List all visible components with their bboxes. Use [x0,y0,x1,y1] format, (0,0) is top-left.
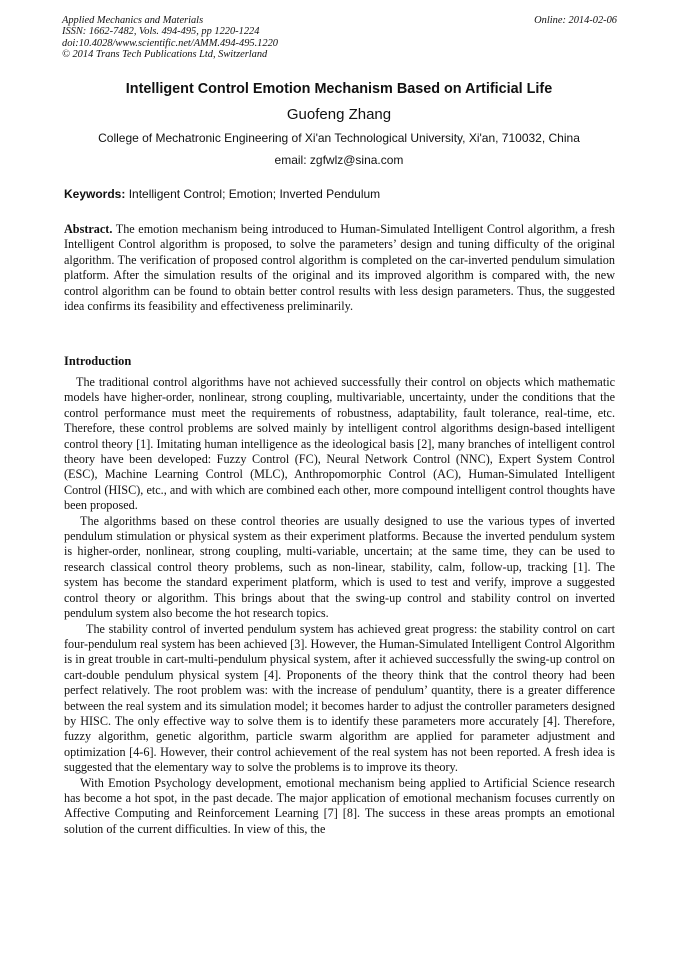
keywords-text: Intelligent Control; Emotion; Inverted Pendulum [128,187,381,201]
intro-paragraph-3: The stability control of inverted pendulum system has achieved great progress: the stability control on cart four-pendulum real system has been achieved [3]. However, the Human-Simulated Intelligent Control Algorithm is in great trouble in cart-multi-pendulum physical system, after it achieved successfully the swing-up control on cart-double pendulum physical system [4]. Proponents of the theory think that the control theory had been perfect relatively. The root problem was: with the increase of pendulum’ quantity, there is a greater difference between the real system and its simulation model; it becomes harder to adjust the controller parameters designed by HISC. The only effective way to solve them is to identify these parameters more accurately [4]. Therefore, fuzzy algorithm, genetic algorithm, particle swarm algorithm are applied for parameter adjustment and optimization [4-6]. However, their control achievement of the real system has not been reported. A fresh idea is suggested that the elementary way to solve the problems is to improve its theory. [64,621,615,775]
online-date: Online: 2014-02-06 [534,15,617,26]
author-email: email: zgfwlz@sina.com [274,153,404,167]
keywords [64,187,624,201]
journal-header [62,15,617,61]
author-affiliation: College of Mechatronic Engineering of Xi'an Technological University, Xi'an, 710032, China [98,131,580,145]
intro-paragraph-4: With Emotion Psychology development, emotional mechanism being applied to Artificial Science research has become a hot spot, in the past decade. The major application of emotional mechanism focuses currently on Affective Computing and Reinforcement Learning [7] [8]. The success in these areas prompts an emotional solution of the current difficulties. In view of this, the [64,775,615,836]
paper-author: Guofeng Zhang [286,106,392,123]
abstract [64,222,615,314]
keywords-label: Keywords: [64,187,126,201]
abstract-text: The emotion mechanism being introduced to Human-Simulated Intelligent Control algorithm, a fresh Intelligent Control algorithm is proposed, to solve the parameters’ design and tuning difficulty of the original algorithm. The verification of proposed control algorithm is completed on the car-inverted pendulum simulation platform. After the simulation results of the original and its improved algorithm is compared with, the new control algorithm can be found to obtain better control results with less design parameters. Thus, the suggested idea confirms its feasibility and effectiveness preliminarily. [64,222,616,314]
introduction-body [64,375,615,837]
journal-copyright: © 2014 Trans Tech Publications Ltd, Switzerland [62,49,268,61]
journal-issn: ISSN: 1662-7482, Vols. 494-495, pp 1220-1224 [62,26,260,38]
journal-doi: doi:10.4028/www.scientific.net/AMM.494-495.1220 [62,37,278,49]
section-heading-introduction: Introduction [64,354,132,368]
journal-name: Applied Mechanics and Materials [62,15,204,26]
intro-paragraph-2: The algorithms based on these control theories are usually designed to use the various types of inverted pendulum stimulation or physical system as their experiment platforms. Because the inverted pendulum system is higher-order, nonlinear, strong coupling, multi-variable, uncertain; at the same time, they can be used to research classical control theory problems, such as non-linear, stability, calm, follow-up, tracking [1]. The system has become the standard experiment platform, which is used to test and verify, improve a suggested control theory or algorithm. This brings about that the swing-up control and stability control on inverted pendulum system also become the hot research topics. [64,513,615,621]
abstract-label: Abstract. [64,222,113,236]
intro-paragraph-1: The traditional control algorithms have not achieved successfully their control on objects which mathematic models have higher-order, nonlinear, strong coupling, multivariable, uncertainty, under the conditions that the control performance must meet the requirements of robustness, adaptability, fault tolerance, real-time, etc. Therefore, these control problems are solved mainly by intelligent control algorithms design-based intelligent control theory [1]. Imitating human intelligence as the ideological basis [2], many branches of intelligent control theory have been developed: Fuzzy Control (FC), Neural Network Control (NNC), Expert System Control (ESC), Machine Learning Control (MLC), Anthropomorphic Control (AC), Human-Simulated Intelligent Control (HISC), etc., and with which are combined each other, more compound intelligent control thoughts have been proposed. [64,375,615,513]
paper-title: Intelligent Control Emotion Mechanism Based on Artificial Life [125,81,553,97]
